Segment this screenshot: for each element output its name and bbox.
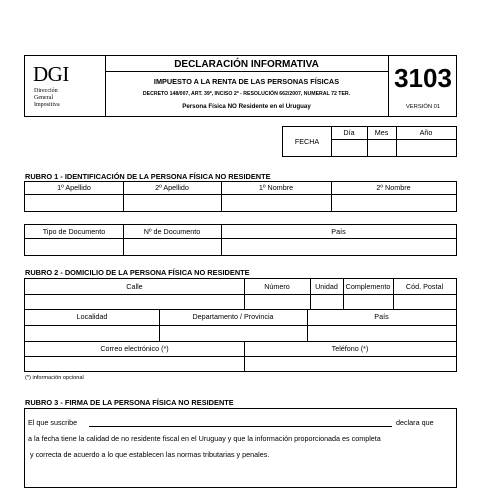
rubro2-footnote: (*) información opcional [25,375,84,381]
name-blank-line [89,426,392,427]
calle-field[interactable] [26,295,243,309]
col-tipo-documento: Tipo de Documento [42,226,106,236]
declaration-suffix: declara que [396,418,434,427]
fecha-ano-field[interactable] [397,140,456,156]
numero-documento-field[interactable] [124,239,220,255]
fecha-box [282,126,457,157]
rubro2-address-table [24,278,457,372]
logo-subtitle-3: Impositiva [34,102,60,108]
col-departamento: Departamento / Provincia [192,312,274,322]
dgi-logo [31,64,85,112]
col-localidad: Localidad [76,312,108,322]
col-pais: País [331,226,346,236]
localidad-field[interactable] [26,326,158,341]
suscribe-name-field[interactable] [89,415,392,426]
declaration-line-3: y correcta de acuerdo a lo que establecen las normas tributarias y penales. [30,450,270,459]
primer-nombre-field[interactable] [222,195,330,211]
fecha-ano-label: Año [419,128,433,138]
col-primer-apellido: 1º Apellido [57,183,91,193]
primer-apellido-field[interactable] [26,195,122,211]
form-subtitle: IMPUESTO A LA RENTA DE LAS PERSONAS FÍSICAS [153,77,340,86]
declaration-line-2: a la fecha tiene la calidad de no residente fiscal en el Uruguay y que la información proporcionada es completa [28,434,381,443]
tipo-documento-field[interactable] [26,239,122,255]
rubro1-title: RUBRO 1 - IDENTIFICACIÓN DE LA PERSONA FÍSICA NO RESIDENTE [25,172,271,181]
fecha-dia-field[interactable] [332,140,367,156]
form-version: VERSIÓN 01 [405,104,441,110]
fecha-mes-field[interactable] [368,140,396,156]
col-segundo-apellido: 2º Apellido [155,183,189,193]
form-number: 3103 [394,63,452,93]
logo-text: DGI [33,62,69,86]
rubro3-title: RUBRO 3 - FIRMA DE LA PERSONA FÍSICA NO RESIDENTE [25,398,234,407]
form-decree: DECRETO 148/007, ART. 39º, INCISO 2º - RESOLUCIÓN 662/2007, NUMERAL 72 TER. [142,91,351,97]
fecha-label: FECHA [294,136,320,146]
form-scope: Persona Física NO Residente en el Uruguay [182,103,311,110]
complemento-field[interactable] [344,295,392,309]
logo-subtitle-1: Dirección [34,88,58,94]
col-telefono: Teléfono (*) [331,343,369,353]
declaration-prefix: El que suscribe [28,418,78,427]
rubro2-title: RUBRO 2 - DOMICILIO DE LA PERSONA FÍSICA NO RESIDENTE [25,268,250,277]
col-unidad: Unidad [315,281,338,291]
rubro1-document-table [24,224,457,256]
pais-field[interactable] [222,239,456,255]
col-correo: Correo electrónico (*) [100,343,169,353]
col-calle: Calle [126,281,143,291]
col-numero-documento: Nº de Documento [143,226,201,236]
rubro3-signature-box [24,408,457,488]
title-underline [105,71,388,72]
col-complemento: Complemento [345,281,391,291]
codigo-postal-field[interactable] [394,295,456,309]
segundo-apellido-field[interactable] [124,195,220,211]
unidad-field[interactable] [311,295,342,309]
telefono-field[interactable] [245,357,456,371]
correo-field[interactable] [26,357,243,371]
pais-domicilio-field[interactable] [308,326,456,341]
fecha-dia-label: Día [343,128,355,138]
fecha-mes-label: Mes [374,128,389,138]
numero-field[interactable] [245,295,309,309]
col-numero: Número [264,281,290,291]
departamento-field[interactable] [160,326,306,341]
form-title: DECLARACIÓN INFORMATIVA [174,59,319,70]
col-pais-domicilio: País [374,312,389,322]
col-segundo-nombre: 2º Nombre [376,183,411,193]
segundo-nombre-field[interactable] [332,195,456,211]
rubro1-names-table [24,181,457,212]
logo-subtitle-2: General [34,95,53,101]
form-header [24,55,457,117]
col-codigo-postal: Cód. Postal [405,281,444,291]
col-primer-nombre: 1º Nombre [258,183,294,193]
